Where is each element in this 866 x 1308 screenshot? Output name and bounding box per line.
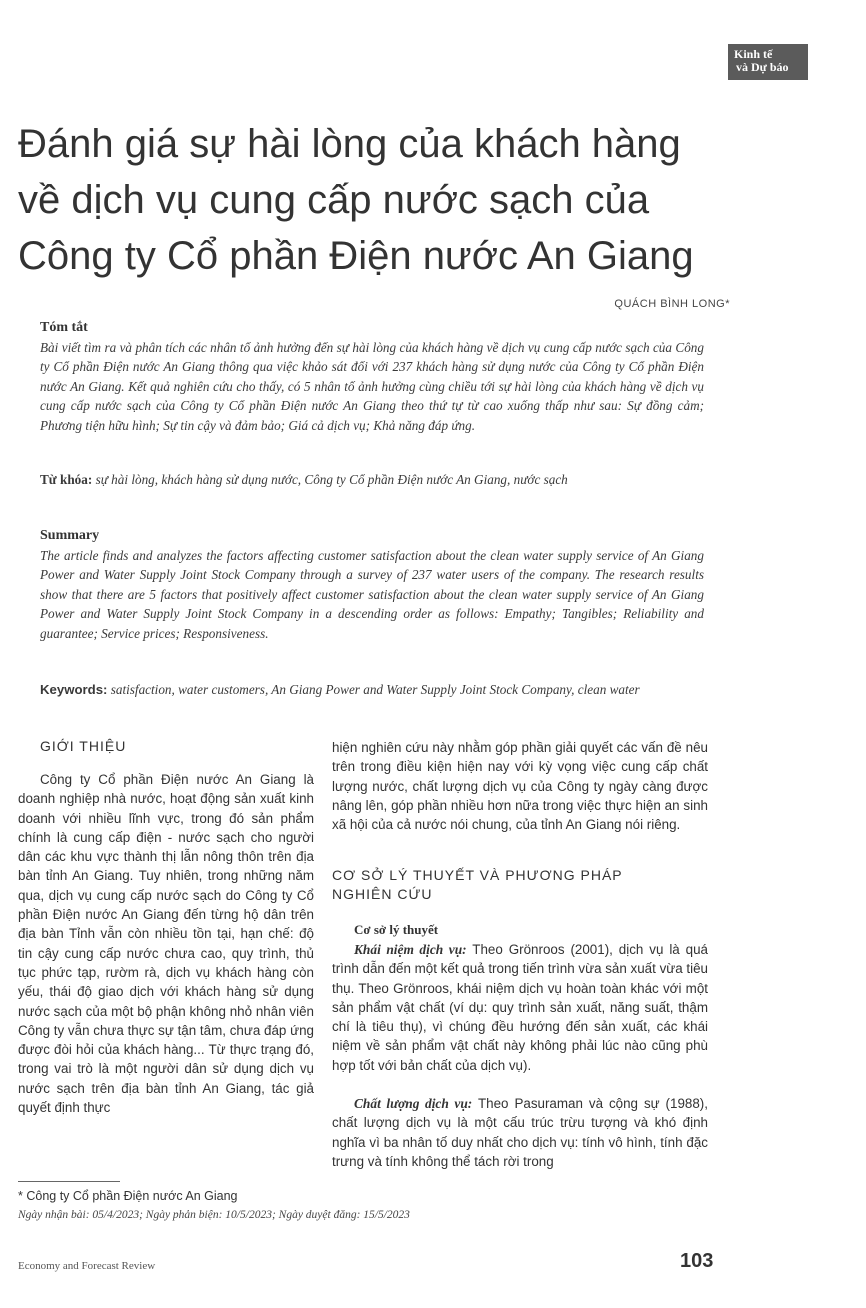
intro-paragraph-continued: hiện nghiên cứu này nhằm góp phần giải quyết các vấn đề nêu trên trong điều kiện hiện nay với kỳ vọng việc cung cấp chất lượng nước, chất lượng dịch vụ của Công ty ngày càng được nâng lên, góp phần nhiều hơn nữa trong việc thực hiện an sinh xã hội của cả nước nói chung, của tỉnh An Giang nói riêng. — [332, 740, 708, 833]
section-heading-theory — [332, 866, 708, 904]
keywords-vi — [40, 470, 704, 489]
title-line1: Đánh giá sự hài lòng của khách hàng — [18, 122, 681, 166]
keywords-vi-text: sự hài lòng, khách hàng sử dụng nước, Công ty Cổ phần Điện nước An Giang, nước sạch — [95, 472, 568, 487]
masthead-line1: Kinh tế — [734, 47, 773, 61]
keywords-en — [40, 680, 704, 699]
footnote-dates: Ngày nhận bài: 05/4/2023; Ngày phản biện: 10/5/2023; Ngày duyệt đăng: 15/5/2023 — [18, 1209, 410, 1221]
theory-paragraph-service — [332, 940, 708, 1075]
article-title — [18, 116, 738, 284]
keywords-en-label: Keywords: — [40, 682, 108, 697]
masthead-line2: và Dự báo — [736, 60, 789, 74]
page-number: 103 — [680, 1250, 714, 1272]
service-concept-lead: Khái niệm dịch vụ: — [354, 942, 467, 957]
author-name: QUÁCH BÌNH LONG* — [614, 298, 730, 310]
abstract-en-heading: Summary — [40, 528, 100, 543]
footer-journal-name: Economy and Forecast Review — [18, 1260, 156, 1272]
service-quality-lead: Chất lượng dịch vụ: — [354, 1096, 473, 1111]
footnote-divider — [18, 1181, 120, 1182]
title-line2: về dịch vụ cung cấp nước sạch của — [18, 178, 650, 222]
journal-masthead-logo — [728, 44, 808, 80]
abstract-en-text: The article finds and analyzes the factors affecting customer satisfaction about the clean water supply service of An Giang Power and Water Supply Joint Stock Company through a survey of 237 water users of the company. The research results show that there are 5 factors that positively affect customer satisfaction about the clean water supply service of An Giang Power and Water Supply Joint Stock Company in a descending order as follows: Empathy; Tangibles; Reliability and guarantee; Service prices; Responsiveness. — [40, 548, 704, 641]
subheading-theory-basis: Cơ sở lý thuyết — [354, 922, 439, 937]
abstract-vi-text: Bài viết tìm ra và phân tích các nhân tố ảnh hưởng đến sự hài lòng của khách hàng về dịch vụ cung cấp nước sạch của Công ty Cổ phần Điện nước An Giang thông qua việc khảo sát đối với 237 khách hàng sử dụng nước của Công ty Cổ phần Điện nước An Giang. Kết quả nghiên cứu cho thấy, có 5 nhân tố ảnh hưởng cùng chiều tới sự hài lòng của khách hàng về dịch vụ cung cấp nước sạch của Công ty Cổ phần Điện nước An Giang theo thứ tự từ cao xuống thấp như sau: Sự đồng cảm; Phương tiện hữu hình; Sự tin cậy và đảm bảo; Giá cả dịch vụ; Khả năng đáp ứng. — [40, 340, 704, 433]
theory-heading-line2: NGHIÊN CỨU — [332, 886, 433, 902]
service-concept-text: Theo Grönroos (2001), dịch vụ là quá trình dẫn đến một kết quả trong tiến trình vừa sản xuất vừa tiêu thụ. Theo Grönroos, khái niệm dịch vụ hoàn toàn khác với một sản phẩm vật chất (ví dụ: quy trình sản xuất, năng suất, thậm chí là tiêu thụ), vì chúng đều hướng đến sản xuất, các khái niệm về sản phẩm vật chất này không phải lúc nào cũng phù hợp tốt với bản chất của dịch vụ). — [332, 942, 708, 1073]
keywords-vi-label: Từ khóa: — [40, 472, 93, 487]
title-line3: Công ty Cổ phần Điện nước An Giang — [18, 234, 694, 278]
service-quality-text: Theo Pasuraman và cộng sự (1988), chất lượng dịch vụ là một cấu trúc trừu tượng và khó định nghĩa vì ba nhân tố duy nhất cho dịch vụ: tính vô hình, tính đặc trưng và tính không thể tách rời trong — [332, 1096, 708, 1169]
abstract-vi-heading: Tóm tắt — [40, 320, 88, 335]
section-heading-intro: GIỚI THIỆU — [40, 738, 127, 754]
intro-paragraph: Công ty Cổ phần Điện nước An Giang là doanh nghiệp nhà nước, hoạt động sản xuất kinh doanh với nhiều lĩnh vực, trong đó sản phẩm chính là cung cấp điện - nước sạch cho người dân các khu vực thành thị lẫn nông thôn trên địa bàn tỉnh An Giang. Tuy nhiên, trong những năm qua, dịch vụ cung cấp nước sạch do Công ty Cổ phần Điện nước An Giang đến từng hộ dân trên địa bàn Tỉnh vẫn còn nhiều tồn tại, hạn chế: độ tin cậy cung cấp nước chưa cao, quy trình, thủ tục phức tạp, rườm rà, dịch vụ khách hàng còn yếu, thái độ giao dịch với khách hàng sử dụng nước sạch của một bộ phận không nhỏ nhân viên Công ty vẫn chưa thực sự tận tâm, chưa đáp ứng được đòi hỏi của khách hàng... Từ thực trạng đó, trong vai trò là một người dân sử dụng dịch vụ nước sạch trên địa bàn tỉnh An Giang, tác giả quyết định thực — [18, 772, 314, 1116]
footnote-affiliation: * Công ty Cổ phần Điện nước An Giang — [18, 1189, 238, 1203]
keywords-en-text: satisfaction, water customers, An Giang Power and Water Supply Joint Stock Company, clean water — [110, 682, 640, 697]
theory-paragraph-quality — [332, 1094, 708, 1171]
theory-heading-line1: CƠ SỞ LÝ THUYẾT VÀ PHƯƠNG PHÁP — [332, 867, 623, 883]
